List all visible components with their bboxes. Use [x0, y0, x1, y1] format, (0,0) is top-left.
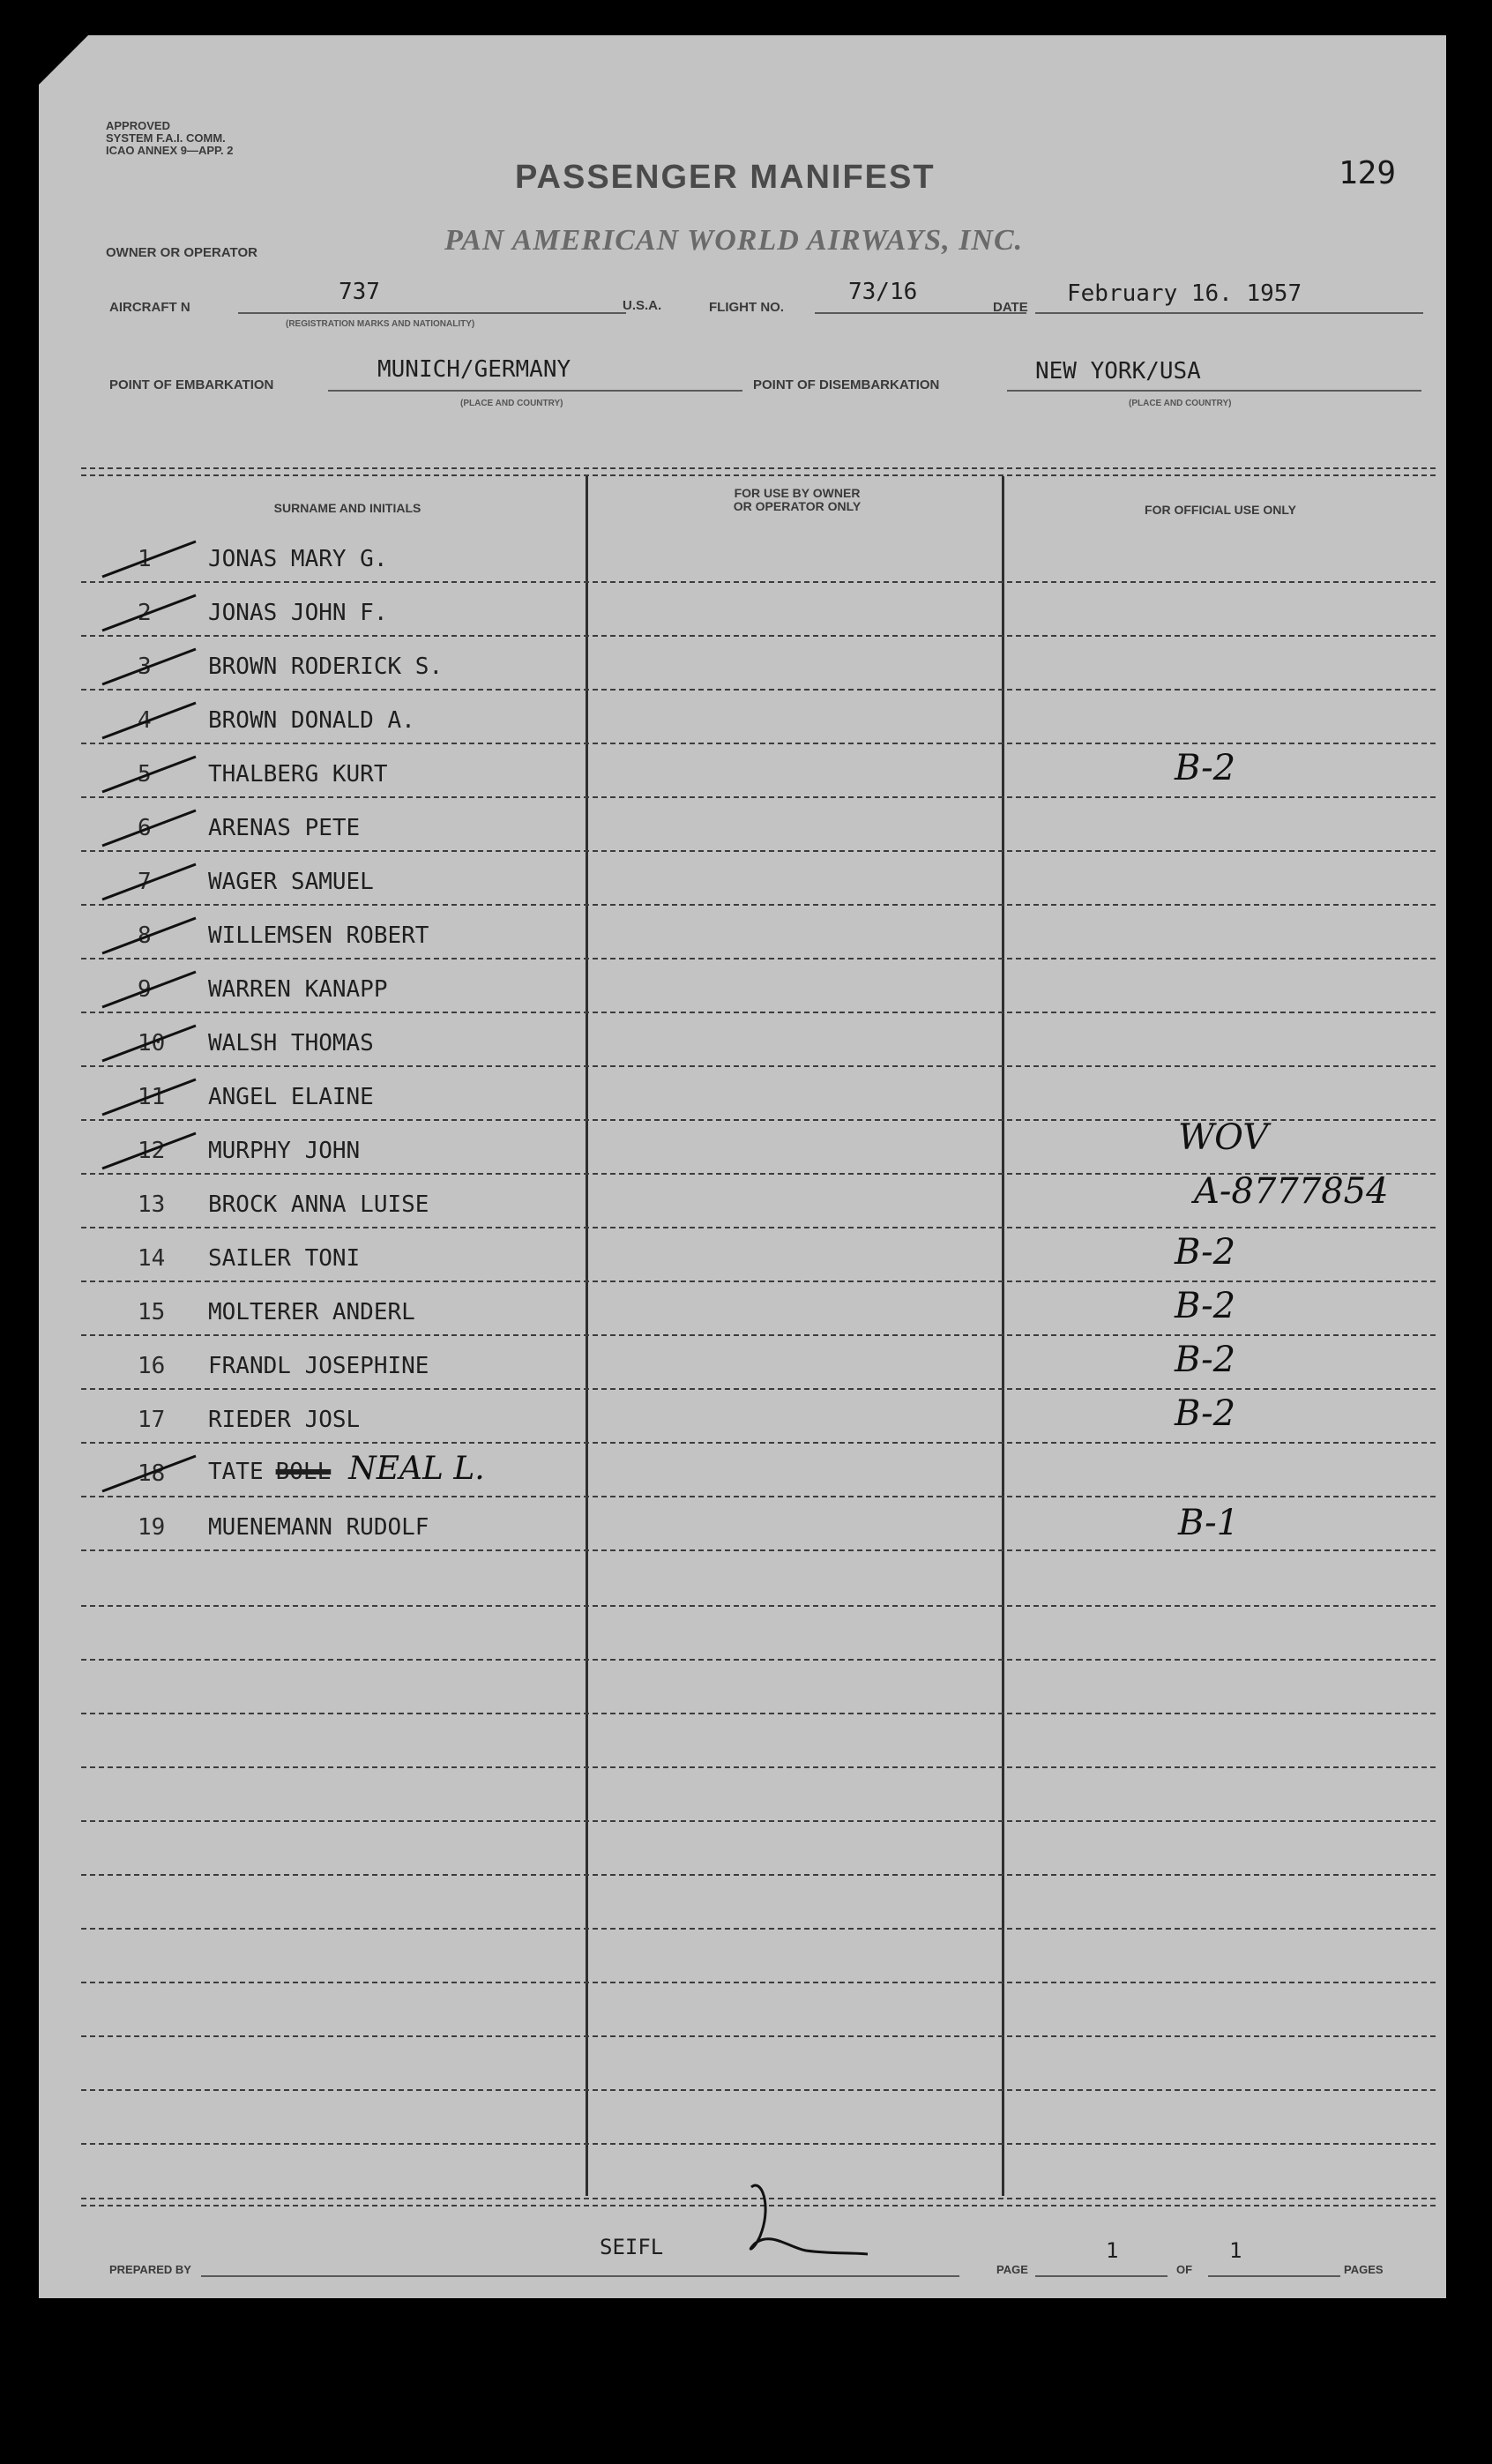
official-notation: B-2: [1175, 748, 1236, 788]
passenger-number: 13: [138, 1191, 166, 1218]
page-value: 1: [1106, 2238, 1119, 2263]
blank-row-rule: [81, 1713, 1436, 1714]
blank-row-rule: [81, 2143, 1436, 2145]
flight-date: February 16. 1957: [1067, 280, 1302, 307]
passenger-number: 19: [138, 1514, 166, 1541]
passenger-name: [208, 869, 374, 895]
embarkation-rule: [328, 390, 742, 392]
torn-corner: [39, 35, 90, 86]
of-rule: [1208, 2275, 1340, 2277]
airline-name: PAN AMERICAN WORLD AIRWAYS, INC.: [444, 224, 1024, 257]
passenger-name: [208, 1514, 429, 1541]
check-mark-stroke: [102, 918, 196, 953]
passenger-name-text: SAILER TONI: [208, 1245, 361, 1272]
embarkation-value: MUNICH/GERMANY: [377, 356, 571, 383]
passenger-number: 16: [138, 1353, 166, 1379]
passenger-row: [81, 637, 1439, 691]
passenger-number: 15: [138, 1299, 166, 1325]
usa-label: U.S.A.: [623, 298, 662, 313]
passenger-number: 12: [138, 1138, 166, 1164]
blank-row-rule: [81, 1659, 1436, 1661]
check-mark: [99, 805, 205, 849]
disembarkation-label: POINT OF DISEMBARKATION: [753, 377, 940, 392]
passenger-name-text: RIEDER JOSL: [208, 1407, 361, 1433]
handwritten-name-correction: NEAL L.: [348, 1451, 485, 1487]
passenger-row: [81, 798, 1439, 852]
check-mark: [99, 751, 205, 795]
blank-row-rule: [81, 1766, 1436, 1768]
passenger-row: [81, 1282, 1439, 1336]
passenger-name-text: WALSH THOMAS: [208, 1030, 374, 1057]
check-mark-stroke: [102, 1026, 196, 1061]
passenger-name: [208, 1084, 374, 1110]
passenger-name: [208, 1451, 485, 1487]
passenger-name: [208, 546, 388, 572]
aircraft-value: 737: [339, 279, 380, 305]
passenger-name-text: WARREN KANAPP: [208, 976, 388, 1003]
struck-out-name: BOLL: [275, 1459, 332, 1485]
blank-row-rule: [81, 1928, 1436, 1930]
passenger-row: [81, 1228, 1439, 1282]
passenger-name-text: BROWN DONALD A.: [208, 707, 415, 734]
flight-label: FLIGHT NO.: [709, 300, 784, 315]
passenger-row: [81, 1336, 1439, 1390]
official-notation: WOV: [1178, 1117, 1269, 1158]
passenger-row: [81, 1444, 1439, 1497]
blank-row-rule: [81, 1982, 1436, 1983]
check-mark: [99, 913, 205, 957]
check-mark-stroke: [102, 1133, 196, 1169]
passenger-number: 10: [138, 1030, 166, 1057]
table-top-rule-2: [81, 474, 1436, 476]
of-value: 1: [1229, 2238, 1242, 2263]
passenger-name-text: ARENAS PETE: [208, 815, 361, 841]
check-mark: [99, 536, 205, 580]
pages-label: PAGES: [1344, 2263, 1384, 2276]
disembarkation-value: NEW YORK/USA: [1035, 358, 1201, 385]
passenger-name-text: MURPHY JOHN: [208, 1138, 361, 1164]
passenger-number: 9: [138, 976, 152, 1003]
official-notation: B-2: [1175, 1286, 1236, 1326]
passenger-row: [81, 744, 1439, 798]
approval-stamp: APPROVED SYSTEM F.A.I. COMM. ICAO ANNEX 9—APP. 2: [106, 119, 234, 157]
column-header-surname: SURNAME AND INITIALS: [273, 501, 421, 515]
check-mark-stroke: [102, 757, 196, 792]
check-mark: [99, 590, 205, 634]
prepared-by-label: PREPARED BY: [109, 2263, 191, 2276]
flight-number: 73/16: [848, 279, 918, 305]
official-notation: B-2: [1175, 1232, 1236, 1273]
passenger-row: [81, 1117, 1439, 1175]
check-mark: [99, 1074, 205, 1118]
passenger-number: 5: [138, 761, 152, 788]
document-title: PASSENGER MANIFEST: [515, 159, 936, 196]
passenger-number: 7: [138, 869, 152, 895]
row-rule: [81, 1549, 1436, 1551]
disembarkation-sublabel: (PLACE AND COUNTRY): [1129, 399, 1232, 408]
passenger-name-text: WILLEMSEN ROBERT: [208, 922, 429, 949]
passenger-name-text: WAGER SAMUEL: [208, 869, 374, 895]
passenger-name: [208, 600, 388, 626]
check-mark-stroke: [102, 595, 196, 631]
passenger-name: [208, 1245, 360, 1272]
page-number: 129: [1339, 155, 1397, 191]
passenger-row: [81, 959, 1439, 1013]
passenger-row: [81, 1067, 1439, 1121]
passenger-number: 1: [138, 546, 152, 572]
passenger-number: 8: [138, 922, 152, 949]
passenger-name-text: MOLTERER ANDERL: [208, 1299, 415, 1325]
passenger-number: 2: [138, 600, 152, 626]
passenger-row: [81, 1390, 1439, 1444]
blank-row-rule: [81, 1820, 1436, 1822]
passenger-name: [208, 1138, 360, 1164]
column-header-owner: FOR USE BY OWNER OR OPERATOR ONLY: [733, 486, 862, 513]
check-mark-stroke: [102, 1079, 196, 1115]
check-mark-stroke: [102, 1456, 196, 1491]
passenger-name-text: JONAS JOHN F.: [208, 600, 388, 626]
date-label: DATE: [993, 300, 1028, 315]
page-label: PAGE: [996, 2263, 1028, 2276]
passenger-name-text: BROCK ANNA LUISE: [208, 1191, 429, 1218]
blank-row-rule: [81, 2089, 1436, 2091]
signature: [735, 2169, 885, 2266]
check-mark-stroke: [102, 703, 196, 738]
page-rule: [1035, 2275, 1167, 2277]
blank-row-rule: [81, 1874, 1436, 1876]
table-top-rule: [81, 467, 1436, 469]
passenger-row: [81, 583, 1439, 637]
embarkation-sublabel: (PLACE AND COUNTRY): [460, 399, 563, 408]
embarkation-label: POINT OF EMBARKATION: [109, 377, 274, 392]
passenger-name: [208, 922, 429, 949]
passenger-name: [208, 761, 388, 788]
aircraft-rule: [238, 312, 626, 314]
passenger-name-text: MUENEMANN RUDOLF: [208, 1514, 429, 1541]
passenger-number: 17: [138, 1407, 166, 1433]
date-rule: [1035, 312, 1423, 314]
check-mark: [99, 1128, 205, 1172]
passenger-name: [208, 1407, 360, 1433]
passenger-name-text: JONAS MARY G.: [208, 546, 388, 572]
check-mark: [99, 967, 205, 1011]
check-mark-stroke: [102, 649, 196, 684]
passenger-name: [208, 653, 443, 680]
manifest-paper: [39, 35, 1446, 2298]
passenger-name: [208, 1191, 429, 1218]
check-mark-stroke: [102, 972, 196, 1007]
passenger-name-text: FRANDL JOSEPHINE: [208, 1353, 429, 1379]
passenger-name-text: THALBERG KURT: [208, 761, 388, 788]
passenger-number: 3: [138, 653, 152, 680]
passenger-number: 6: [138, 815, 152, 841]
passenger-name: [208, 815, 360, 841]
blank-row-rule: [81, 1605, 1436, 1607]
passenger-row: [81, 529, 1439, 583]
owner-label: OWNER OR OPERATOR: [106, 245, 257, 260]
passenger-name: [208, 1299, 415, 1325]
passenger-number: 14: [138, 1245, 166, 1272]
passenger-name: [208, 976, 388, 1003]
passenger-row: [81, 1497, 1439, 1551]
passenger-row: [81, 906, 1439, 959]
aircraft-sublabel: (REGISTRATION MARKS AND NATIONALITY): [286, 319, 475, 329]
passenger-name: [208, 707, 415, 734]
check-mark-stroke: [102, 864, 196, 900]
check-mark-stroke: [102, 541, 196, 577]
of-label: OF: [1176, 2263, 1193, 2276]
prepared-by-value: SEIFL: [600, 2235, 664, 2259]
passenger-name: [208, 1030, 374, 1057]
check-mark-stroke: [102, 810, 196, 846]
passenger-row: [81, 852, 1439, 906]
passenger-row: [81, 691, 1439, 744]
check-mark: [99, 1451, 205, 1495]
check-mark: [99, 859, 205, 903]
passenger-name-text: ANGEL ELAINE: [208, 1084, 374, 1110]
aircraft-label: AIRCRAFT N: [109, 300, 190, 315]
passenger-number: 4: [138, 707, 152, 734]
passenger-row: [81, 1171, 1439, 1228]
passenger-name-text: TATE: [208, 1459, 264, 1485]
official-notation: B-2: [1175, 1393, 1236, 1434]
official-notation: B-1: [1178, 1503, 1240, 1543]
disembarkation-rule: [1007, 390, 1421, 392]
check-mark: [99, 644, 205, 688]
prepared-by-rule: [201, 2275, 959, 2277]
passenger-name: [208, 1353, 429, 1379]
passenger-row: [81, 1013, 1439, 1067]
passenger-number: 11: [138, 1084, 166, 1110]
column-header-official: FOR OFFICIAL USE ONLY: [1145, 503, 1296, 517]
check-mark: [99, 698, 205, 742]
check-mark: [99, 1020, 205, 1064]
blank-row-rule: [81, 2035, 1436, 2037]
passenger-name-text: BROWN RODERICK S.: [208, 653, 444, 680]
official-notation: B-2: [1175, 1340, 1236, 1380]
official-notation: A-8777854: [1194, 1171, 1389, 1212]
passenger-number: 18: [138, 1460, 166, 1487]
